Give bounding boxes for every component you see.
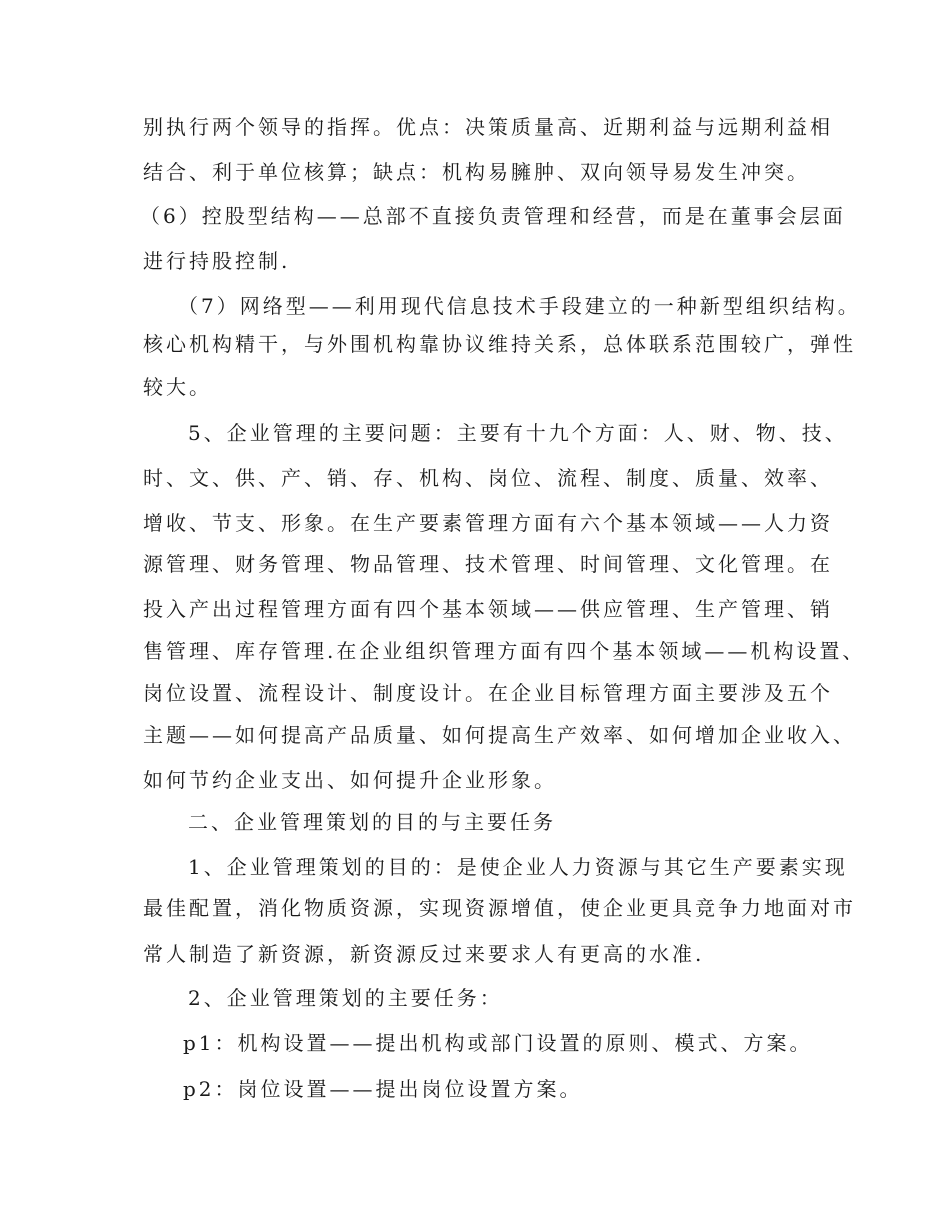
text-line: 如何节约企业支出、如何提升企业形象。 [143, 768, 557, 792]
text-line: 主题——如何提高产品质量、如何提高生产效率、如何增加企业收入、 [143, 723, 856, 747]
text-line: 源管理、财务管理、物品管理、技术管理、时间管理、文化管理。在 [143, 552, 833, 576]
text-line: （6）控股型结构——总部不直接负责管理和经营，而是在董事会层面 [140, 204, 846, 228]
text-line: 岗位设置、流程设计、制度设计。在企业目标管理方面主要涉及五个 [143, 681, 833, 705]
text-line: 5、企业管理的主要问题：主要有十九个方面：人、财、物、技、 [188, 421, 848, 445]
text-line: 较大。 [143, 375, 212, 399]
text-line: 售管理、库存管理.在企业组织管理方面有四个基本领域——机构设置、 [143, 639, 866, 663]
text-line: p1：机构设置——提出机构或部门设置的原则、模式、方案。 [183, 1031, 813, 1055]
section-heading: 二、企业管理策划的目的与主要任务 [188, 810, 556, 834]
text-line: 核心机构精干，与外围机构靠协议维持关系，总体联系范围较广，弹性 [143, 332, 856, 356]
text-line: 进行持股控制. [143, 249, 291, 273]
text-line: 投入产出过程管理方面有四个基本领域——供应管理、生产管理、销 [143, 597, 833, 621]
text-line: 最佳配置，消化物质资源，实现资源增值，使企业更具竞争力地面对市 [143, 896, 856, 920]
text-line: 别执行两个领导的指挥。优点：决策质量高、近期利益与远期利益相 [143, 115, 833, 139]
text-line: p2：岗位设置——提出岗位设置方案。 [183, 1077, 583, 1101]
text-line: 结合、利于单位核算；缺点：机构易臃肿、双向领导易发生冲突。 [143, 160, 810, 184]
text-line: （7）网络型——利用现代信息技术手段建立的一种新型组织结构。 [178, 294, 861, 318]
text-line: 常人制造了新资源，新资源反过来要求人有更高的水准. [143, 942, 705, 966]
text-line: 2、企业管理策划的主要任务： [188, 986, 503, 1010]
text-line: 增收、节支、形象。在生产要素管理方面有六个基本领域——人力资 [143, 511, 833, 535]
text-line: 1、企业管理策划的目的：是使企业人力资源与其它生产要素实现 [188, 855, 848, 879]
text-line: 时、文、供、产、销、存、机构、岗位、流程、制度、质量、效率、 [143, 466, 833, 490]
